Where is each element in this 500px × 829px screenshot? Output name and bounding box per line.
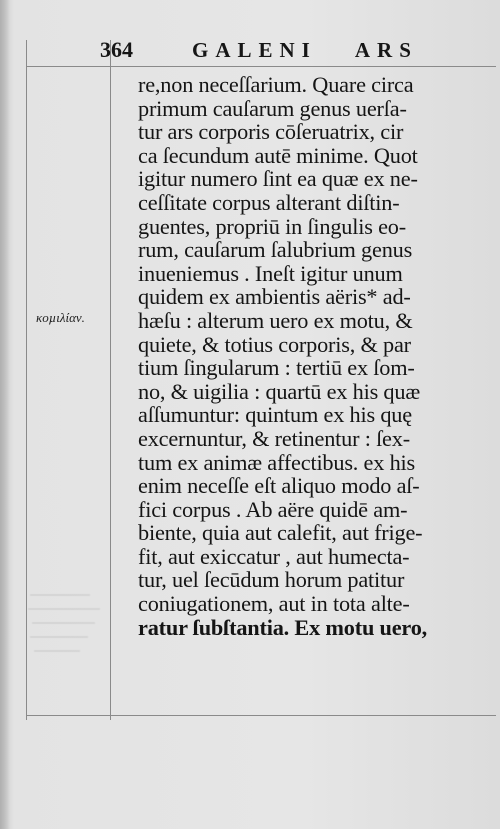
text-line: ceſſitate corpus alterant diſtin-	[138, 189, 400, 215]
main-text-block	[138, 73, 496, 639]
text-line: tur, uel ſecūdum horum patitur	[138, 567, 405, 593]
text-line: ratur ſubſtantia. Ex motu uero,	[138, 614, 428, 640]
show-through-marks	[20, 585, 110, 695]
text-line: rum, cauſarum ſalubrium genus	[138, 237, 413, 263]
text-line: biente, quia aut calefit, aut frige-	[138, 520, 423, 546]
show-through-text	[20, 585, 110, 695]
text-line: quidem ex ambientis aëris* ad-	[138, 284, 411, 310]
text-line: enim neceſſe eſt aliquo modo aſ-	[138, 473, 420, 499]
text-line: tur ars corporis cōſeruatrix, cir	[138, 119, 404, 145]
top-rule	[26, 66, 496, 67]
text-line: re,non neceſſarium. Quare circa	[138, 73, 414, 97]
running-head-word: ARS	[354, 37, 418, 62]
spine-shadow	[0, 0, 10, 829]
text-line: hæſu : alterum uero ex motu, &	[138, 307, 413, 333]
text-line: inueniemus . Ineſt igitur unum	[138, 260, 403, 286]
margin-rule	[110, 40, 111, 720]
text-line: aſſumuntur: quintum ex his quę	[138, 402, 412, 428]
text-line: ca ſecundum autē minime. Quot	[138, 142, 418, 168]
text-line: no, & uigilia : quartū ex his quæ	[138, 378, 420, 404]
text-line: igitur numero ſint ea quæ ex ne-	[138, 166, 418, 192]
page-header	[100, 34, 495, 66]
text-line: coniugationem, aut in tota alte-	[138, 591, 410, 617]
page-number: 364	[100, 37, 133, 62]
text-line: fici corpus . Ab aëre quidē am-	[138, 496, 408, 522]
text-line: quiete, & totius corporis, & par	[138, 331, 411, 357]
text-line: tum ex animæ affectibus. ex his	[138, 449, 415, 475]
text-line: tium ſingularum : tertiū ex ſom-	[138, 355, 415, 381]
text-line: guentes, propriū in ſingulis eo-	[138, 213, 406, 239]
marginal-note: κοµιλίαν.	[36, 310, 85, 325]
text-line: fit, aut exiccatur , aut humecta-	[138, 543, 410, 569]
text-line: excernuntur, & retinentur : ſex-	[138, 425, 410, 451]
running-head	[192, 38, 418, 63]
bottom-rule	[26, 715, 496, 716]
text-line: primum cauſarum genus uerſa-	[138, 95, 407, 121]
running-head-word: GALENI	[192, 37, 317, 62]
